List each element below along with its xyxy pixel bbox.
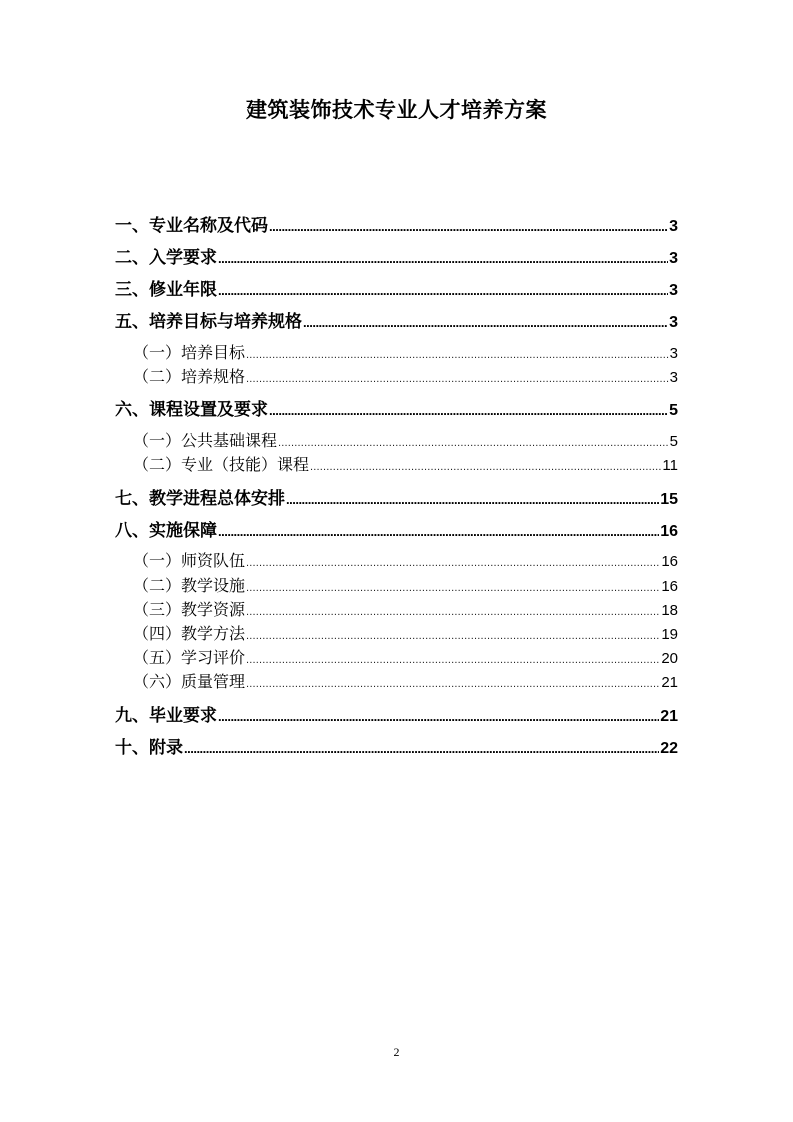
toc-leader-dots (246, 557, 660, 569)
toc-leader-dots (310, 461, 661, 473)
toc-subentry-page: 16 (661, 553, 678, 570)
toc-subentry-label: （一）公共基础课程 (133, 431, 278, 450)
toc-entry-page: 3 (669, 314, 678, 331)
toc-entry-label: 十、附录 (115, 738, 183, 758)
toc-entry-label: 三、修业年限 (115, 280, 217, 300)
toc-entry-page: 16 (660, 523, 678, 540)
toc-subentry[interactable] (133, 428, 678, 451)
toc-entry-page: 15 (660, 491, 678, 508)
document-title: 建筑装饰技术专业人才培养方案 (246, 98, 547, 122)
toc-entry-page: 3 (669, 250, 678, 267)
toc-leader-dots (286, 492, 659, 507)
toc-subentry[interactable] (133, 573, 678, 596)
toc-leader-dots (269, 219, 668, 234)
toc-entry-label: 九、毕业要求 (115, 706, 217, 726)
toc-leader-dots (218, 283, 668, 298)
toc-entry-page: 3 (669, 282, 678, 299)
toc-entry[interactable] (115, 275, 678, 300)
toc-leader-dots (303, 315, 668, 330)
toc-subentry-label: （五）学习评价 (133, 648, 246, 667)
toc-leader-dots (246, 678, 660, 690)
toc-subentry-label: （二）教学设施 (133, 576, 246, 595)
toc-leader-dots (246, 654, 660, 666)
toc-entry-label: 二、入学要求 (115, 248, 217, 268)
toc-entry-label: 六、课程设置及要求 (115, 400, 268, 420)
toc-entry[interactable] (115, 484, 678, 509)
toc-leader-dots (246, 582, 660, 594)
toc-leader-dots (246, 373, 669, 385)
toc-subentry-page: 3 (669, 369, 678, 386)
toc-entry-page: 3 (669, 218, 678, 235)
toc-entry[interactable] (115, 307, 678, 332)
toc-subentry-page: 11 (662, 457, 678, 474)
toc-leader-dots (218, 709, 659, 724)
toc-entry-label: 一、专业名称及代码 (115, 216, 268, 236)
toc-subentry[interactable] (133, 340, 678, 363)
toc-subentry[interactable] (133, 597, 678, 620)
toc-subentry-label: （六）质量管理 (133, 672, 246, 691)
toc-entry[interactable] (115, 701, 678, 726)
toc-subentry-label: （二）培养规格 (133, 367, 246, 386)
toc-entry[interactable] (115, 733, 678, 758)
toc-subentry[interactable] (133, 364, 678, 387)
toc-subentry-page: 16 (661, 578, 678, 595)
toc-entry[interactable] (115, 211, 678, 236)
toc-entry-page: 22 (660, 740, 678, 757)
toc-subentry-page: 21 (661, 674, 678, 691)
toc-subentry-label: （四）教学方法 (133, 624, 246, 643)
toc-subentry-page: 19 (661, 626, 678, 643)
toc-subentry-page: 5 (669, 433, 678, 450)
toc-subentry-label: （二）专业（技能）课程 (133, 455, 310, 474)
toc-subentry[interactable] (133, 645, 678, 668)
toc-leader-dots (246, 606, 660, 618)
toc-subentry[interactable] (133, 452, 678, 475)
toc-entry-page: 21 (660, 708, 678, 725)
toc-subentry-page: 20 (661, 650, 678, 667)
toc-entry[interactable] (115, 395, 678, 420)
toc-subentry-label: （一）师资队伍 (133, 551, 246, 570)
toc-leader-dots (278, 437, 669, 449)
toc-leader-dots (269, 403, 668, 418)
page-number: 2 (393, 1045, 400, 1059)
toc-entry-label: 七、教学进程总体安排 (115, 489, 285, 509)
toc-leader-dots (184, 741, 659, 756)
toc-entry-label: 八、实施保障 (115, 521, 217, 541)
toc-subentry[interactable] (133, 548, 678, 571)
toc-leader-dots (246, 630, 660, 642)
toc-entry[interactable] (115, 243, 678, 268)
toc-leader-dots (218, 251, 668, 266)
toc-leader-dots (218, 524, 659, 539)
toc-subentry-label: （一）培养目标 (133, 343, 246, 362)
toc-entry[interactable] (115, 516, 678, 541)
toc-entry-page: 5 (669, 402, 678, 419)
toc-entry-label: 五、培养目标与培养规格 (115, 312, 302, 332)
toc-subentry-page: 3 (669, 345, 678, 362)
toc-subentry[interactable] (133, 669, 678, 692)
toc-leader-dots (246, 349, 669, 361)
toc-subentry-page: 18 (661, 602, 678, 619)
toc-subentry-label: （三）教学资源 (133, 600, 246, 619)
toc-subentry[interactable] (133, 621, 678, 644)
